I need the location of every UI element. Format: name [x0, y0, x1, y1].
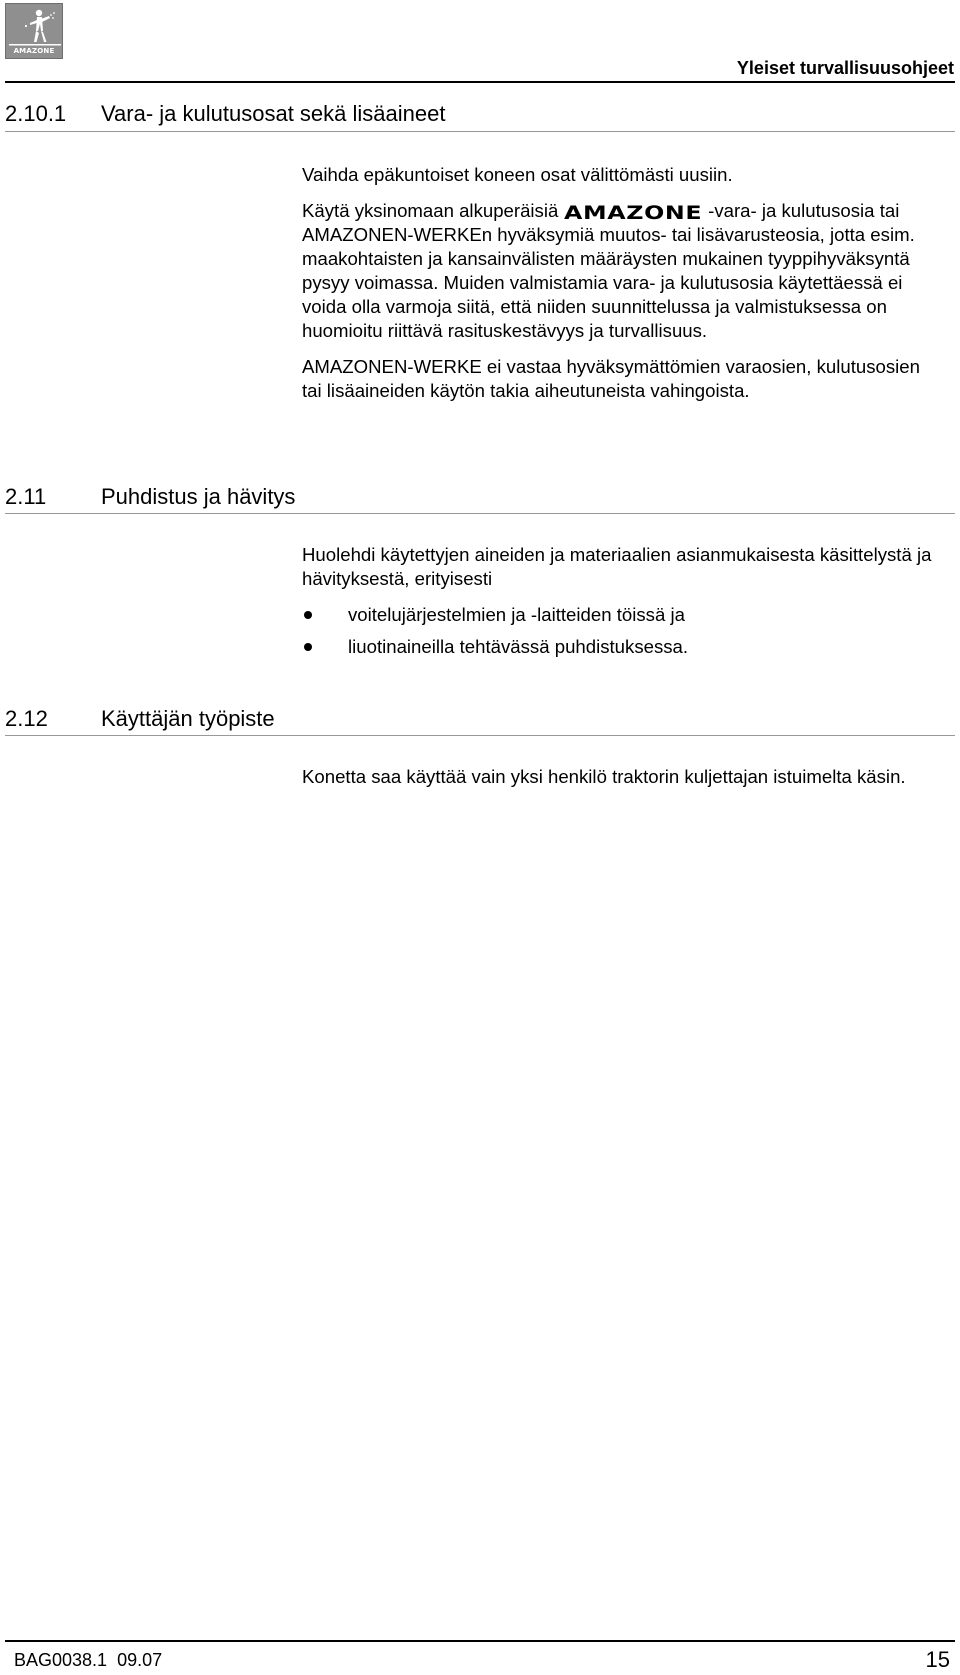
section-body-2-10-1 — [302, 163, 942, 415]
paragraph-text: -vara- ja kulutusosia tai AMAZONEN-WERKEn hyväksymiä muutos- tai lisävarusteosia, jotta esim. maakohtaisten ja kansainvälisten määräysten mukainen tyyppihyväksyntä pysyy voimassa. Muiden valmistamia vara- ja kulutusosia käytettäessä ei voida olla varmoja siitä, että niiden suunnittelussa ja valmistuksessa on huomioitu riittävä rasituskestävyys ja turvallisuus. — [302, 200, 915, 341]
page-number: 15 — [925, 1647, 950, 1672]
section-number: 2.12 — [5, 706, 48, 731]
section-body-2-11 — [302, 543, 942, 667]
section-title: Käyttäjän työpiste — [101, 706, 275, 731]
section-heading-2-12 — [5, 706, 275, 732]
list-item — [302, 603, 942, 627]
amazone-logo — [5, 3, 63, 59]
paragraph: AMAZONEN-WERKE ei vastaa hyväksymättömien varaosien, kulutusosien tai lisäaineiden käytön takia aiheutuneista vahingoista. — [302, 356, 920, 401]
bullet-icon — [304, 643, 312, 651]
paragraph: Konetta saa käyttää vain yksi henkilö traktorin kuljettajan istuimelta käsin. — [302, 766, 906, 787]
bullet-icon — [304, 611, 312, 619]
logo-wordmark: AMAZONE — [13, 47, 55, 55]
bullet-list — [302, 603, 942, 659]
section-title: Puhdistus ja hävitys — [101, 484, 296, 509]
paragraph: Vaihda epäkuntoiset koneen osat välittömästi uusiin. — [302, 164, 733, 185]
amazone-wordmark-logo: AMAZONE — [563, 202, 702, 224]
section-heading-2-11 — [5, 484, 295, 510]
section-title: Vara- ja kulutusosat sekä lisäaineet — [101, 101, 446, 126]
section-rule — [5, 131, 955, 132]
section-body-2-12 — [302, 765, 942, 801]
document-id: BAG0038.1 09.07 — [14, 1650, 163, 1670]
footer-rule — [5, 1640, 955, 1642]
paragraph: Huolehdi käytettyjen aineiden ja materiaalien asianmukaisesta käsittelystä ja hävityksestä, erityisesti — [302, 544, 932, 589]
list-item — [302, 635, 942, 659]
list-item-text: liuotinaineilla tehtävässä puhdistuksessa. — [348, 636, 689, 657]
paragraph-text: Käytä yksinomaan alkuperäisiä — [302, 200, 559, 221]
list-item-text: voitelujärjestelmien ja -laitteiden töissä ja — [348, 604, 685, 625]
section-rule — [5, 735, 955, 736]
header-rule — [5, 81, 955, 83]
section-number: 2.10.1 — [5, 101, 67, 126]
section-number: 2.11 — [5, 484, 47, 509]
section-rule — [5, 513, 955, 514]
paragraph — [302, 199, 942, 343]
section-heading-2-10-1 — [5, 101, 445, 127]
page-header-title: Yleiset turvallisuusohjeet — [736, 58, 954, 78]
